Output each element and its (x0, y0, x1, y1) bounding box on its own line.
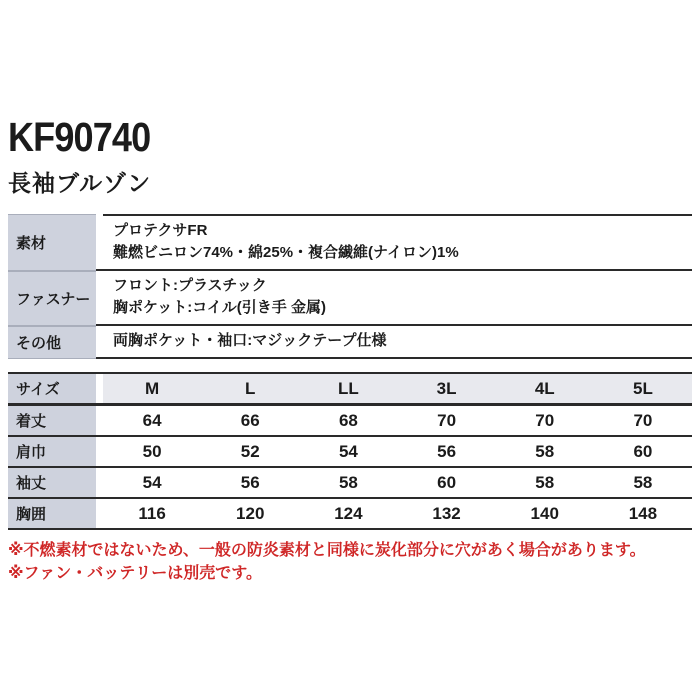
cell-value: 70 (437, 410, 457, 430)
cell-value: 66 (240, 410, 260, 430)
spec-material-line2: 難燃ビニロン74%・綿25%・複合繊維(ナイロン)1% (113, 244, 459, 262)
cell-value: 58 (535, 441, 555, 461)
size-row-sleeve-length (8, 468, 692, 499)
spec-row-fastener (8, 271, 692, 326)
spec-value-fastener (103, 271, 692, 324)
cell-value: 70 (535, 410, 555, 430)
column-gap (96, 374, 103, 403)
spec-value-material (103, 214, 692, 269)
spec-other-line1: 両胸ポケット・袖口:マジックテープ仕様 (113, 332, 387, 350)
cell-value: 60 (437, 472, 457, 492)
row-label-sleeve-length: 袖丈 (8, 468, 96, 497)
cell-value: 58 (338, 472, 358, 492)
cell-value: 50 (142, 441, 162, 461)
size-col-5l: 5L (594, 374, 692, 403)
size-table (8, 372, 692, 530)
column-gap (96, 406, 103, 435)
size-col-m: M (103, 374, 201, 403)
cell-value: 64 (142, 410, 162, 430)
column-gap (96, 214, 103, 269)
spec-row-material (8, 214, 692, 271)
size-col-3l: 3L (397, 374, 495, 403)
size-header-label: サイズ (8, 374, 96, 403)
spec-value-other (103, 326, 692, 357)
column-gap (96, 437, 103, 466)
size-row-shoulder-width (8, 437, 692, 468)
cell-value: 148 (628, 503, 658, 523)
cell-value: 52 (240, 441, 260, 461)
spec-fastener-line1: フロント:プラスチック (113, 277, 267, 295)
spec-label-other: その他 (8, 326, 96, 359)
note-flammability: ※不燃素材ではないため、一般の防炎素材と同様に炭化部分に穴があく場合があります。 (8, 542, 646, 560)
size-col-l: L (201, 374, 299, 403)
spec-label-material: 素材 (8, 214, 96, 271)
cell-value: 124 (334, 503, 363, 523)
cell-value: 54 (338, 441, 358, 461)
column-gap (96, 271, 103, 324)
size-col-4l: 4L (496, 374, 594, 403)
notes-block (8, 539, 692, 585)
size-row-chest (8, 499, 692, 530)
row-label-chest: 胸囲 (8, 499, 96, 528)
cell-value: 116 (138, 503, 166, 523)
cell-value: 56 (240, 472, 260, 492)
row-label-shoulder-width: 肩巾 (8, 437, 96, 466)
note-fan-battery: ※ファン・バッテリーは別売です。 (8, 565, 262, 583)
product-code-title: KF90740 (8, 114, 151, 160)
column-gap (96, 326, 103, 357)
content-area (0, 116, 700, 585)
cell-value: 70 (633, 410, 653, 430)
cell-value: 56 (437, 441, 457, 461)
row-label-body-length: 着丈 (8, 406, 96, 435)
size-row-body-length (8, 406, 692, 437)
spec-material-line1: プロテクサFR (113, 222, 208, 240)
spec-table (8, 214, 692, 359)
cell-value: 68 (338, 410, 358, 430)
cell-value: 54 (142, 472, 162, 492)
cell-value: 140 (530, 503, 559, 523)
size-col-ll: LL (299, 374, 397, 403)
spec-row-other (8, 326, 692, 359)
column-gap (96, 499, 103, 528)
cell-value: 132 (432, 503, 461, 523)
cell-value: 60 (633, 441, 653, 461)
column-gap (96, 468, 103, 497)
size-header-row (8, 374, 692, 406)
spec-fastener-line2: 胸ポケット:コイル(引き手 金属) (113, 299, 326, 317)
product-name: 長袖ブルゾン (8, 170, 152, 197)
cell-value: 58 (535, 472, 555, 492)
cell-value: 58 (633, 472, 653, 492)
cell-value: 120 (236, 503, 265, 523)
spec-label-fastener: ファスナー (8, 271, 96, 326)
